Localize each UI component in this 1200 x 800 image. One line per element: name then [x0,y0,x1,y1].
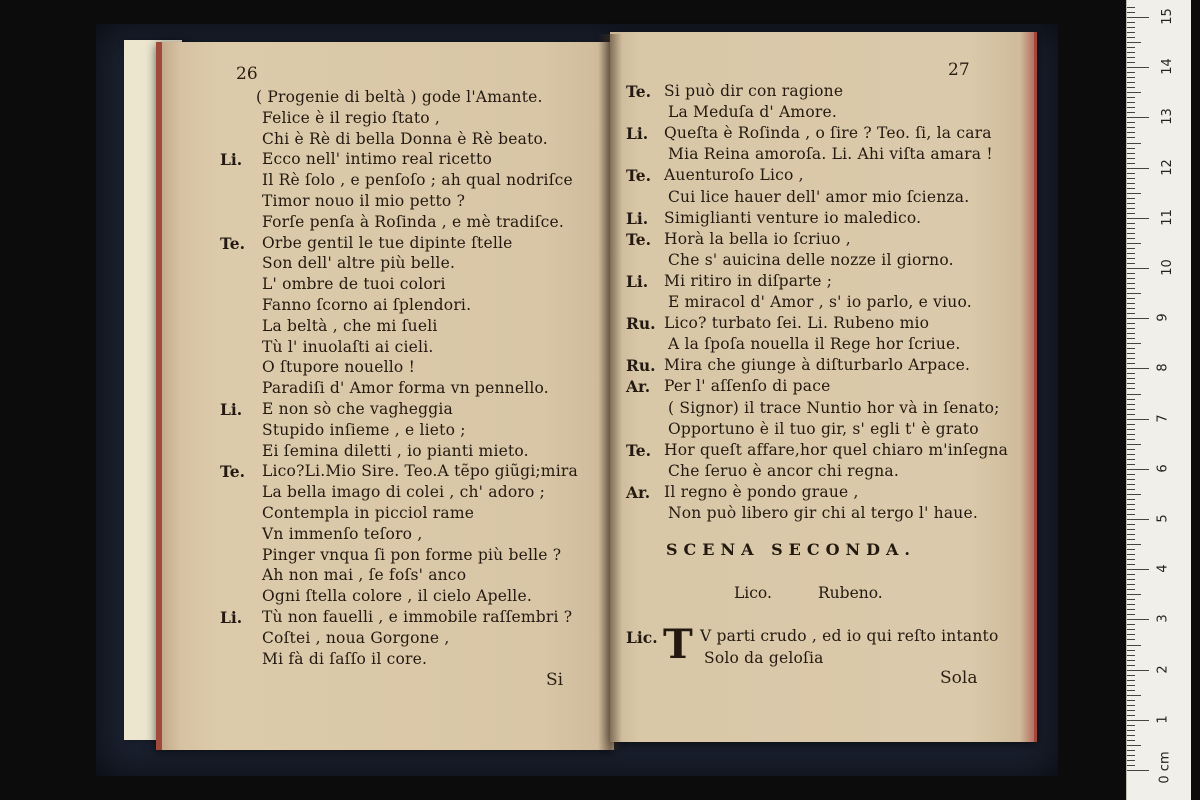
ruler-tick [1127,660,1135,661]
verse-line: Mi fà di ſaſſo il core. [262,649,428,668]
speaker-label: Li. [220,608,243,627]
ruler-tick [1127,183,1135,184]
verse-line: Per l' aſſenſo di pace [664,377,831,396]
speaker-label: Ar. [626,377,651,397]
ruler-tick [1127,193,1141,194]
verse-line: Non può libero gir chi al tergo l' haue. [668,504,978,522]
ruler-tick [1127,298,1135,299]
ruler-tick [1127,559,1135,560]
ruler-tick [1127,278,1135,279]
ruler-tick [1127,148,1135,149]
ruler-tick [1127,353,1135,354]
ruler-tick [1127,293,1141,294]
ruler-number: 10 [1159,259,1175,276]
speaker-label: Te. [220,462,246,482]
ruler-tick [1127,504,1135,505]
ruler-tick [1127,112,1135,113]
ruler-tick [1127,574,1135,575]
ruler-number: 13 [1159,108,1175,126]
ruler-tick [1127,243,1141,244]
ruler-tick [1127,268,1149,269]
ruler-tick [1127,328,1135,329]
ruler-tick [1127,534,1135,535]
ruler-tick [1127,127,1135,128]
ruler-tick [1127,479,1135,480]
verse-line: Si può dir con ragione [664,82,844,100]
ruler-tick [1127,745,1141,746]
verse-line: ( Signor) il trace Nuntio hor và in ſenato; [668,398,1000,417]
cast-name: Rubeno. [818,584,883,602]
ruler-tick [1127,760,1135,761]
ruler-tick [1127,394,1141,395]
ruler-tick [1127,720,1149,721]
verse-line: A la ſpoſa nouella il Rege hor ſcriue. [668,335,961,354]
ruler-tick [1127,248,1135,249]
verse-line: Orbe gentil le tue dipinte ſtelle [262,233,513,252]
ruler-tick [1127,454,1135,455]
ruler-tick [1127,32,1135,33]
verse-line: Simiglianti venture io maledico. [664,208,922,227]
ruler-tick [1127,700,1135,701]
ruler-tick [1127,705,1135,706]
ruler-tick [1127,62,1135,63]
verse-line: Tù non fauelli , e immobile raſſembri ? [262,608,573,626]
ruler-tick [1127,288,1135,289]
measurement-ruler [1126,0,1191,800]
ruler-tick [1127,308,1135,309]
ruler-tick [1127,153,1135,154]
ruler-tick [1127,22,1135,23]
verse-line: La Meduſa d' Amore. [668,103,837,122]
ruler-tick [1127,524,1135,525]
ruler-tick [1127,368,1149,369]
ruler-tick [1127,529,1135,530]
ruler-number: 4 [1155,564,1171,573]
verse-line: Opportuno è il tuo gir, s' egli t' è grato [668,419,979,438]
left-page-number: 26 [236,64,258,84]
ruler-tick [1127,233,1135,234]
ruler-tick [1127,645,1141,646]
verse-line: Hor queſt affare,hor quel chiaro m'inſegna [664,440,1009,459]
ruler-tick [1127,690,1135,691]
ruler-tick [1127,228,1135,229]
ruler-number: 9 [1155,313,1171,322]
ruler-tick [1127,213,1135,214]
ruler-tick [1127,238,1135,239]
verse-line: Son dell' altre più belle. [262,254,456,273]
ruler-tick [1127,218,1149,219]
ruler-tick [1127,47,1135,48]
ruler-tick [1127,429,1135,430]
ruler-tick [1127,444,1141,445]
ruler-tick [1127,414,1135,415]
ruler-tick [1127,102,1135,103]
verse-line: Felice è il regio ſtato , [262,108,441,127]
ruler-tick [1127,258,1135,259]
ruler-tick [1127,97,1135,98]
ruler-tick [1127,57,1135,58]
right-catchword: Sola [940,668,978,688]
ruler-number: 15 [1159,8,1175,25]
ruler-tick [1127,614,1135,615]
verse-line: Chi è Rè di bella Donna è Rè beato. [262,129,548,148]
ruler-tick [1127,348,1135,349]
ruler-tick [1127,363,1135,364]
ruler-tick [1127,378,1135,379]
verse-line: Horà la bella io ſcriuo , [664,229,851,248]
ruler-tick [1127,735,1135,736]
ruler-tick [1127,318,1149,319]
ruler-tick [1127,665,1135,666]
ruler-tick [1127,514,1135,515]
ruler-tick [1127,7,1135,8]
speaker-label: Ar. [626,482,651,502]
scene-speaker: Lic. [626,628,658,647]
verse-line: L' ombre de tuoi colori [262,275,446,294]
verse-line: Lico? turbato ſei. Li. Rubeno mio [664,314,930,333]
ruler-tick [1127,579,1135,580]
speaker-label: Li. [220,400,243,419]
ruler-tick [1127,494,1141,495]
ruler-tick [1127,599,1135,600]
ruler-tick [1127,670,1149,671]
ruler-tick [1127,107,1135,108]
ruler-tick [1127,589,1135,590]
ruler-tick [1127,770,1149,771]
ruler-tick [1127,675,1135,676]
ruler-tick [1127,434,1135,435]
ruler-tick [1127,484,1135,485]
ruler-tick [1127,67,1149,68]
ruler-tick [1127,338,1135,339]
ruler-tick [1127,424,1135,425]
verse-line: O ſtupore nouello ! [262,358,416,377]
speaker-label: Li. [626,271,649,291]
ruler-tick [1127,499,1135,500]
verse-line: Che s' auicina delle nozze il giorno. [668,250,954,269]
ruler-tick [1127,178,1135,179]
ruler-tick [1127,132,1135,133]
ruler-tick [1127,685,1135,686]
ruler-tick [1127,143,1141,144]
ruler-number: 1 [1155,715,1171,724]
ruler-tick [1127,399,1135,400]
book-gutter [598,34,622,750]
ruler-tick [1127,549,1135,550]
ruler-tick [1127,358,1135,359]
speaker-label: Te. [220,233,246,253]
ruler-tick [1127,87,1135,88]
speaker-label: Li. [626,208,649,228]
ruler-tick [1127,655,1135,656]
verse-line: Stupido inſieme , e lieto ; [262,420,466,439]
left-catchword: Si [546,670,564,690]
ruler-tick [1127,404,1135,405]
verse-line: Ei ſemina diletti , io pianti mieto. [262,441,529,460]
speaker-label: Te. [626,166,652,186]
ruler-tick [1127,489,1135,490]
ruler-number: 2 [1155,664,1171,674]
ruler-tick [1127,303,1135,304]
ruler-tick [1127,253,1135,254]
verse-line: E miracol d' Amor , s' io parlo, e viuo. [668,293,972,311]
verse-line: Mi ritiro in diſparte ; [664,271,833,290]
ruler-tick [1127,725,1135,726]
ruler-tick [1127,42,1141,43]
ruler-tick [1127,273,1135,274]
verse-line: Il regno è pondo graue , [664,482,859,501]
verse-line: Paradiſi d' Amor forma vn pennello. [262,379,549,398]
verse-line: La beltà , che mi ſueli [262,316,438,335]
ruler-tick [1127,409,1135,410]
verse-line: Che ſeruo è ancor chi regna. [668,461,899,480]
verse-line: Il Rè ſolo , e penſoſo ; ah qual nodriſce [262,171,573,190]
cast-name: Lico. [734,584,772,602]
verse-line: Mira che giunge à diſturbarlo Arpace. [664,356,971,375]
ruler-tick [1127,163,1135,164]
ruler-tick [1127,750,1135,751]
ruler-number: 6 [1155,464,1171,473]
ruler-tick [1127,509,1135,510]
scene-heading: SCENA SECONDA. [666,540,916,559]
ruler-tick [1127,680,1135,681]
ruler-number: 12 [1159,158,1175,176]
ruler-tick [1127,188,1135,189]
verse-line: Pinger vnqua ſi pon forme più belle ? [262,545,562,564]
right-page-number: 27 [948,60,970,80]
ruler-tick [1127,474,1135,475]
verse-line: Vn immenſo teſoro , [262,524,423,543]
scene-line: V parti crudo , ed io qui reſto intanto [700,627,999,645]
ruler-tick [1127,168,1149,169]
verse-line: Ah non mai , ſe foſs' anco [262,566,467,585]
ruler-tick [1127,17,1149,18]
verse-line: ( Progenie di beltà ) gode l'Amante. [256,88,543,106]
ruler-tick [1127,634,1135,635]
ruler-tick [1127,198,1135,199]
ruler-tick [1127,208,1135,209]
verse-line: Tù l' inuolaſti ai cieli. [262,337,434,356]
ruler-tick [1127,373,1135,374]
ruler-tick [1127,755,1135,756]
verse-line: Cui lice hauer dell' amor mio ſcienza. [668,187,970,206]
ruler-tick [1127,740,1135,741]
ruler-tick [1127,37,1135,38]
ruler-tick [1127,609,1135,610]
verse-line: La bella imago di colei , ch' adoro ; [262,483,546,502]
ruler-tick [1127,459,1135,460]
ruler-tick [1127,77,1135,78]
verse-line: E non sò che vagheggia [262,400,453,418]
ruler-tick [1127,388,1135,389]
ruler-tick [1127,223,1135,224]
speaker-label: Ru. [626,356,656,376]
ruler-tick [1127,449,1135,450]
ruler-tick [1127,72,1135,73]
ruler-tick [1127,27,1135,28]
ruler-tick [1127,122,1135,123]
ruler-tick [1127,383,1135,384]
ruler-tick [1127,158,1135,159]
verse-line: Mia Reina amoroſa. Li. Ahi viſta amara ! [668,145,993,164]
verse-line: Timor nouo il mio petto ? [262,192,466,210]
ruler-tick [1127,564,1135,565]
verse-line: Queſta è Roſinda , o ſire ? Teo. ſi, la cara [664,124,992,143]
ruler-tick [1127,419,1149,420]
ruler-tick [1127,343,1141,344]
verse-line: Coſtei , noua Gorgone , [262,628,450,647]
ruler-number: 7 [1155,413,1171,423]
ruler-tick [1127,464,1135,465]
ruler-tick [1127,313,1135,314]
ruler-tick [1127,639,1135,640]
verse-line: Contempla in picciol rame [262,504,475,522]
ruler-tick [1127,117,1149,118]
ruler-tick [1127,82,1135,83]
ruler-tick [1127,173,1135,174]
ruler-tick [1127,730,1135,731]
ruler-tick [1127,469,1149,470]
verse-line: Forſe penſa à Roſinda , e mè tradiſce. [262,212,565,231]
ruler-tick [1127,554,1135,555]
ruler-tick [1127,203,1135,204]
speaker-label: Li. [220,150,243,170]
ruler-tick [1127,439,1135,440]
ruler-tick [1127,283,1135,284]
ruler-tick [1127,12,1135,13]
ruler-tick [1127,569,1149,570]
ruler-tick [1127,519,1149,520]
ruler-tick [1127,604,1135,605]
ruler-tick [1127,619,1149,620]
ruler-tick [1127,323,1135,324]
speaker-label: Li. [626,124,649,144]
ruler-tick [1127,594,1141,595]
ruler-tick [1127,92,1141,93]
ruler-tick [1127,333,1135,334]
verse-line: Ecco nell' intimo real ricetto [262,150,492,169]
ruler-number: 11 [1159,209,1175,226]
verse-line: Ogni ſtella colore , il cielo Apelle. [262,587,532,606]
scene-line: Solo da geloſia [704,649,824,667]
ruler-tick [1127,710,1135,711]
ruler-tick [1127,624,1135,625]
drop-cap: T [663,621,693,668]
ruler-number: 3 [1155,614,1171,624]
ruler-tick [1127,137,1135,138]
ruler-tick [1127,765,1135,766]
ruler-tick [1127,715,1135,716]
ruler-number: 14 [1159,58,1175,75]
speaker-label: Te. [626,82,652,101]
ruler-tick [1127,263,1135,264]
ruler-tick [1127,629,1135,630]
ruler-tick [1127,539,1135,540]
ruler-number: 8 [1155,363,1171,373]
speaker-label: Te. [626,229,652,249]
speaker-label: Ru. [626,314,656,334]
ruler-tick [1127,52,1135,53]
ruler-tick [1127,650,1135,651]
verse-line: Lico?Li.Mio Sire. Teo.A tẽpo giũgi;mira [262,462,578,481]
verse-line: Auenturoſo Lico , [664,166,804,185]
ruler-number: 5 [1155,514,1171,523]
ruler-tick [1127,544,1141,545]
speaker-label: Te. [626,440,652,460]
verse-line: Fanno ſcorno ai ſplendori. [262,296,472,314]
ruler-tick [1127,695,1141,696]
ruler-unit-label: 0 cm [1157,751,1173,784]
ruler-tick [1127,584,1135,585]
